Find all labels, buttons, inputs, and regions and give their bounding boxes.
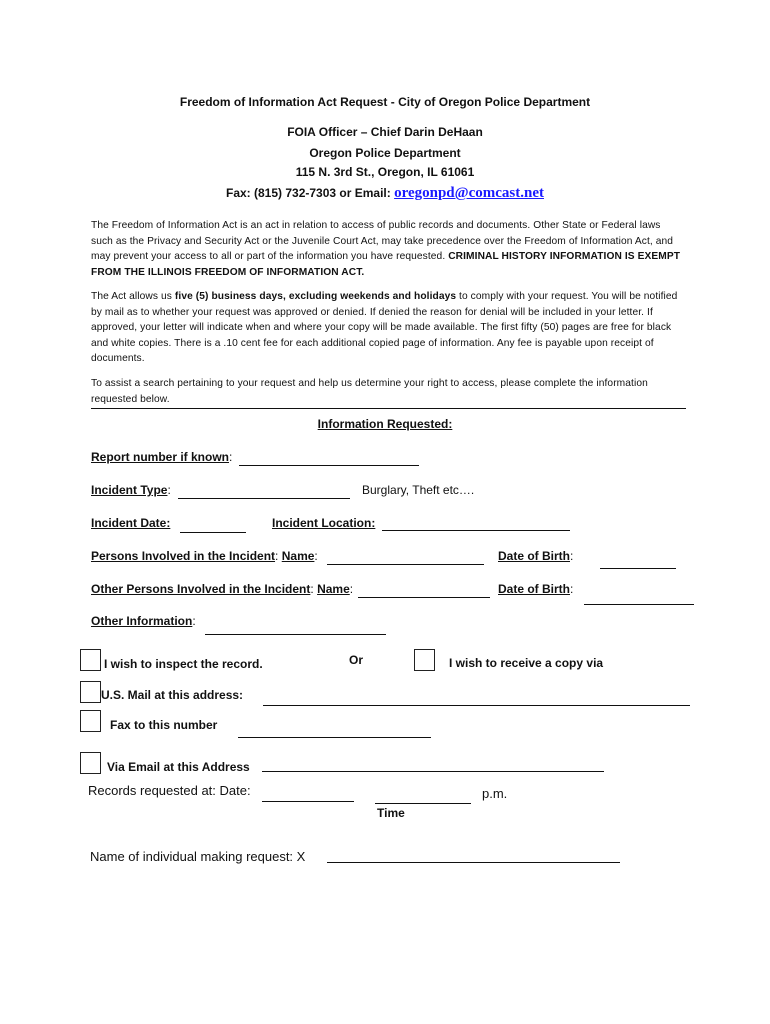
persons-name-field[interactable] xyxy=(327,564,484,565)
other-persons-dob-field[interactable] xyxy=(584,604,694,605)
other-persons-label: Other Persons Involved in the Incident xyxy=(91,582,311,596)
inspect-record-label: I wish to inspect the record. xyxy=(104,657,263,671)
other-persons-dob-row: Date of Birth: xyxy=(498,582,574,596)
requester-name-label: Name of individual making request: X xyxy=(90,849,306,864)
mail-label: U.S. Mail at this address: xyxy=(101,688,244,702)
inspect-record-checkbox[interactable] xyxy=(80,649,101,671)
email-address-field[interactable] xyxy=(262,771,604,772)
records-date-label: Records requested at: Date: xyxy=(88,783,251,798)
business-days-notice: five (5) business days, excluding weekends and holidays xyxy=(174,291,457,302)
receive-copy-label: I wish to receive a copy via xyxy=(449,656,604,670)
time-label: Time xyxy=(377,806,405,820)
fax-number-field[interactable] xyxy=(238,737,431,738)
incident-date-label: Incident Date: xyxy=(91,516,171,530)
intro-paragraph-3: To assist a search pertaining to your request and help us determine your right to access, please complete the information requested below. xyxy=(91,378,648,405)
or-label: Or xyxy=(349,653,364,667)
email-label: Via Email at this Address xyxy=(107,760,250,774)
criminal-history-notice: CRIMINAL HISTORY INFORMATION IS EXEMPT FROM THE ILLINOIS FREEDOM OF INFORMATION ACT. xyxy=(91,251,681,278)
report-number-label: Report number if known xyxy=(91,450,229,464)
other-info-row: Other Information: xyxy=(91,614,196,628)
other-info-label: Other Information xyxy=(91,614,193,628)
incident-type-row: Incident Type: xyxy=(91,483,171,497)
persons-dob-row: Date of Birth: xyxy=(498,549,574,563)
contact-line xyxy=(0,184,770,202)
fax-number: Fax: (815) 732-7303 or Email: xyxy=(225,186,395,200)
foia-officer: FOIA Officer – Chief Darin DeHaan xyxy=(287,125,483,139)
persons-dob-label: Date of Birth xyxy=(498,549,570,563)
email-checkbox[interactable] xyxy=(80,752,101,774)
incident-type-label: Incident Type xyxy=(91,483,168,497)
intro-paragraph-2 xyxy=(91,289,683,367)
incident-type-hint: Burglary, Theft etc…. xyxy=(362,483,475,497)
persons-name-label: Name xyxy=(281,549,315,563)
section-divider xyxy=(91,408,686,409)
incident-type-field[interactable] xyxy=(178,498,350,499)
report-number-field[interactable] xyxy=(239,465,419,466)
report-number-row: Report number if known: xyxy=(91,450,233,464)
section-title: Information Requested: xyxy=(317,417,453,431)
persons-dob-field[interactable] xyxy=(600,568,676,569)
other-info-field[interactable] xyxy=(205,634,386,635)
form-title: Freedom of Information Act Request - City of Oregon Police Department xyxy=(179,95,591,109)
department-address: 115 N. 3rd St., Oregon, IL 61061 xyxy=(295,165,475,179)
intro-paragraph-1 xyxy=(91,218,683,280)
mail-address-field[interactable] xyxy=(263,705,690,706)
intro-text-1: The Freedom of Information Act is an act in relation to access of public records and documents. Other State or Federal laws such as the Privacy and Security Act or the Juvenile Court Act, may take precedence over the Freedom of Information Act, and may prevent your access to all or part of the information you have requested. xyxy=(91,220,674,262)
department-name: Oregon Police Department xyxy=(309,146,461,160)
incident-location-field[interactable] xyxy=(382,530,570,531)
records-time-field[interactable] xyxy=(375,803,471,804)
intro-text-2a: The Act allows us xyxy=(91,291,175,302)
email-link[interactable]: oregonpd@comcast.net xyxy=(394,185,544,201)
other-persons-dob-label: Date of Birth xyxy=(498,582,570,596)
fax-checkbox[interactable] xyxy=(80,710,101,732)
mail-checkbox[interactable] xyxy=(80,681,101,703)
incident-date-field[interactable] xyxy=(180,532,246,533)
other-persons-name-field[interactable] xyxy=(358,597,490,598)
requester-name-field[interactable] xyxy=(327,862,620,863)
records-date-field[interactable] xyxy=(262,801,354,802)
other-persons-row: Other Persons Involved in the Incident: Name: xyxy=(91,582,354,596)
incident-location-label: Incident Location: xyxy=(272,516,376,530)
persons-involved-row: Persons Involved in the Incident: Name: xyxy=(91,549,318,563)
receive-copy-checkbox[interactable] xyxy=(414,649,435,671)
persons-involved-label: Persons Involved in the Incident xyxy=(91,549,276,563)
other-persons-name-label: Name xyxy=(317,582,350,596)
pm-label: p.m. xyxy=(482,786,508,801)
fax-label: Fax to this number xyxy=(110,718,218,732)
intro-text-2b: to comply with your request. You will be notified by mail as to whether your request was approved or denied. If denied the reason for denial will be included in your letter. If approved, your letter will indicate when and where your copy will be made available. The first fifty (50) pages are free for black and white copies. There is a .10 cent fee for each additional copied page of information. Any fee is payable upon receipt of documents. xyxy=(91,291,678,364)
